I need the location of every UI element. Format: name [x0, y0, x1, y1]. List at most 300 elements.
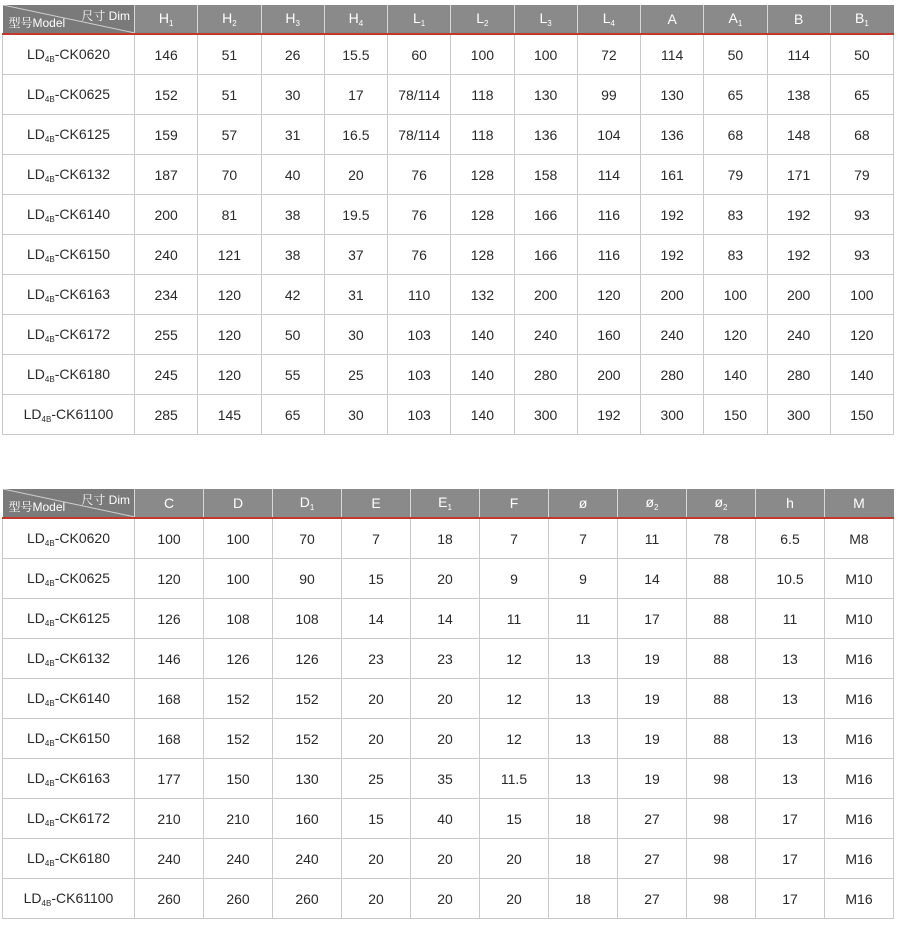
column-header-symbol: E [371, 495, 381, 511]
value-cell: 100 [204, 559, 273, 599]
value-cell: 30 [324, 395, 387, 435]
model-label: 型号Model [8, 16, 66, 30]
value-cell: 140 [830, 355, 893, 395]
table-row [3, 235, 894, 275]
column-header-symbol: D [299, 494, 310, 510]
value-cell: 37 [324, 235, 387, 275]
value-cell: 240 [135, 235, 198, 275]
value-cell: 60 [388, 34, 451, 75]
value-cell: 110 [388, 275, 451, 315]
value-cell: 25 [324, 355, 387, 395]
model-name-cell [3, 879, 135, 919]
value-cell: 15 [342, 559, 411, 599]
value-cell: 120 [577, 275, 640, 315]
value-cell: 38 [261, 195, 324, 235]
model-prefix: LD [27, 689, 45, 706]
table-row [3, 759, 894, 799]
column-header-subscript: 3 [547, 19, 552, 28]
value-cell: 27 [618, 879, 687, 919]
value-cell: 300 [767, 395, 830, 435]
model-name-cell [3, 355, 135, 395]
dimension-label: 尺寸 Dim [81, 493, 130, 507]
value-cell: 280 [767, 355, 830, 395]
value-cell: M10 [825, 599, 894, 639]
value-cell: 10.5 [756, 559, 825, 599]
column-header [704, 5, 767, 34]
value-cell: 150 [704, 395, 767, 435]
table-row [3, 195, 894, 235]
value-cell: 50 [704, 34, 767, 75]
model-subscript: 4B [44, 134, 55, 144]
model-name-cell [3, 679, 135, 719]
value-cell: 280 [641, 355, 704, 395]
model-name-cell [3, 155, 135, 195]
value-cell: 15 [480, 799, 549, 839]
column-header-subscript: 1 [864, 19, 869, 28]
model-suffix: -CK61100 [51, 889, 114, 906]
model-prefix: LD [27, 849, 45, 866]
value-cell: 192 [767, 235, 830, 275]
model-suffix: -CK6163 [54, 769, 110, 786]
column-header-symbol: C [163, 495, 175, 511]
model-prefix: LD [27, 85, 45, 102]
column-header-symbol: L [539, 10, 548, 26]
column-header [451, 5, 514, 34]
value-cell: 159 [135, 115, 198, 155]
model-suffix: -CK0620 [54, 529, 110, 546]
value-cell: 76 [388, 235, 451, 275]
column-header-subscript: 1 [447, 503, 452, 512]
value-cell: 20 [342, 679, 411, 719]
value-cell: 20 [480, 879, 549, 919]
value-cell: 14 [411, 599, 480, 639]
column-header-symbol: h [786, 495, 794, 511]
value-cell: 17 [324, 75, 387, 115]
value-cell: 19 [618, 719, 687, 759]
value-cell: 100 [704, 275, 767, 315]
model-subscript: 4B [44, 254, 55, 264]
value-cell: 13 [756, 679, 825, 719]
dimension-table-1 [2, 5, 894, 435]
value-cell: 13 [549, 639, 618, 679]
model-prefix: LD [27, 649, 45, 666]
model-suffix: -CK0625 [54, 569, 110, 586]
model-name-cell [3, 315, 135, 355]
value-cell: 103 [388, 315, 451, 355]
column-header-subscript: 1 [737, 19, 743, 28]
value-cell: 19 [618, 679, 687, 719]
value-cell: 98 [687, 799, 756, 839]
column-header [514, 5, 577, 34]
value-cell: M10 [825, 559, 894, 599]
model-suffix: -CK61100 [51, 405, 114, 422]
value-cell: 20 [411, 839, 480, 879]
column-header [342, 489, 411, 518]
value-cell: M16 [825, 759, 894, 799]
column-header-symbol: ø [714, 494, 724, 510]
column-header-symbol: L [413, 10, 421, 26]
value-cell: 168 [135, 679, 204, 719]
value-cell: 126 [273, 639, 342, 679]
column-header [641, 5, 704, 34]
value-cell: 245 [135, 355, 198, 395]
model-suffix: -CK6132 [54, 165, 110, 182]
model-suffix: -CK6150 [54, 729, 110, 746]
model-subscript: 4B [41, 414, 52, 424]
model-name-cell [3, 395, 135, 435]
value-cell: 118 [451, 115, 514, 155]
column-header [388, 5, 451, 34]
model-name-cell [3, 195, 135, 235]
value-cell: 136 [514, 115, 577, 155]
value-cell: 100 [451, 34, 514, 75]
model-subscript: 4B [44, 174, 55, 184]
value-cell: 140 [451, 315, 514, 355]
dimension-table-2 [2, 489, 894, 919]
model-suffix: -CK6150 [54, 245, 110, 262]
value-cell: 140 [451, 355, 514, 395]
value-cell: M16 [825, 639, 894, 679]
value-cell: 11.5 [480, 759, 549, 799]
column-header-symbol: H [285, 10, 296, 26]
value-cell: 15 [342, 799, 411, 839]
value-cell: 166 [514, 195, 577, 235]
value-cell: 88 [687, 599, 756, 639]
value-cell: 210 [204, 799, 273, 839]
column-header [135, 489, 204, 518]
table-row [3, 315, 894, 355]
corner-header-cell [3, 5, 135, 34]
value-cell: 240 [273, 839, 342, 879]
value-cell: 140 [451, 395, 514, 435]
value-cell: 120 [198, 275, 261, 315]
value-cell: 31 [324, 275, 387, 315]
value-cell: 108 [273, 599, 342, 639]
value-cell: 17 [756, 839, 825, 879]
model-prefix: LD [27, 285, 45, 302]
value-cell: 120 [135, 559, 204, 599]
model-name-cell [3, 275, 135, 315]
model-suffix: -CK6172 [54, 809, 110, 826]
value-cell: 114 [577, 155, 640, 195]
column-header-subscript: 4 [358, 19, 364, 28]
model-suffix: -CK6180 [54, 365, 110, 382]
model-prefix: LD [27, 245, 45, 262]
corner-header-cell [3, 489, 135, 518]
value-cell: 70 [198, 155, 261, 195]
value-cell: 104 [577, 115, 640, 155]
column-header-subscript: 1 [309, 503, 315, 512]
model-subscript: 4B [44, 214, 55, 224]
value-cell: 126 [204, 639, 273, 679]
value-cell: 13 [549, 679, 618, 719]
value-cell: 20 [411, 679, 480, 719]
table-row [3, 679, 894, 719]
value-cell: 200 [577, 355, 640, 395]
value-cell: 51 [198, 34, 261, 75]
value-cell: 19 [618, 639, 687, 679]
value-cell: 20 [324, 155, 387, 195]
value-cell: 98 [687, 879, 756, 919]
model-subscript: 4B [44, 818, 55, 828]
column-header-subscript: 2 [232, 19, 237, 28]
value-cell: 7 [342, 518, 411, 559]
table-row [3, 75, 894, 115]
model-subscript: 4B [44, 54, 55, 64]
column-header [135, 5, 198, 34]
value-cell: 65 [830, 75, 893, 115]
column-header-symbol: A [728, 10, 738, 26]
table-row [3, 599, 894, 639]
value-cell: 27 [618, 839, 687, 879]
value-cell: M8 [825, 518, 894, 559]
value-cell: 120 [830, 315, 893, 355]
value-cell: 68 [830, 115, 893, 155]
value-cell: 65 [261, 395, 324, 435]
column-header-symbol: ø [645, 494, 655, 510]
value-cell: 168 [135, 719, 204, 759]
model-suffix: -CK6163 [54, 285, 110, 302]
value-cell: 240 [514, 315, 577, 355]
table-row [3, 879, 894, 919]
value-cell: 240 [767, 315, 830, 355]
column-header [324, 5, 387, 34]
value-cell: 88 [687, 679, 756, 719]
model-subscript: 4B [44, 698, 55, 708]
value-cell: 99 [577, 75, 640, 115]
value-cell: M16 [825, 799, 894, 839]
value-cell: 100 [514, 34, 577, 75]
value-cell: 13 [756, 719, 825, 759]
value-cell: 40 [411, 799, 480, 839]
value-cell: 200 [135, 195, 198, 235]
value-cell: 240 [641, 315, 704, 355]
column-header [618, 489, 687, 518]
value-cell: 136 [641, 115, 704, 155]
model-name-cell [3, 759, 135, 799]
value-cell: 9 [549, 559, 618, 599]
value-cell: 116 [577, 195, 640, 235]
model-prefix: LD [27, 609, 45, 626]
value-cell: 12 [480, 679, 549, 719]
value-cell: 93 [830, 235, 893, 275]
model-name-cell [3, 34, 135, 75]
value-cell: 132 [451, 275, 514, 315]
value-cell: 20 [411, 879, 480, 919]
value-cell: 166 [514, 235, 577, 275]
value-cell: 158 [514, 155, 577, 195]
value-cell: 160 [273, 799, 342, 839]
column-header [756, 489, 825, 518]
value-cell: 13 [756, 639, 825, 679]
model-suffix: -CK6140 [54, 205, 110, 222]
column-header-symbol: H [158, 10, 169, 26]
model-prefix: LD [27, 569, 45, 586]
value-cell: 285 [135, 395, 198, 435]
value-cell: 19 [618, 759, 687, 799]
column-header [480, 489, 549, 518]
model-prefix: LD [27, 205, 45, 222]
value-cell: 20 [342, 839, 411, 879]
model-name-cell [3, 518, 135, 559]
value-cell: 145 [198, 395, 261, 435]
value-cell: 50 [830, 34, 893, 75]
model-name-cell [3, 839, 135, 879]
model-subscript: 4B [44, 658, 55, 668]
value-cell: 161 [641, 155, 704, 195]
value-cell: 42 [261, 275, 324, 315]
value-cell: 16.5 [324, 115, 387, 155]
value-cell: 130 [514, 75, 577, 115]
value-cell: M16 [825, 679, 894, 719]
model-name-cell [3, 639, 135, 679]
value-cell: 192 [577, 395, 640, 435]
model-suffix: -CK6125 [54, 609, 110, 626]
value-cell: 79 [704, 155, 767, 195]
value-cell: 160 [577, 315, 640, 355]
model-subscript: 4B [44, 538, 55, 548]
value-cell: 12 [480, 719, 549, 759]
value-cell: 17 [756, 799, 825, 839]
value-cell: 65 [704, 75, 767, 115]
value-cell: 30 [261, 75, 324, 115]
value-cell: 83 [704, 235, 767, 275]
model-name-cell [3, 235, 135, 275]
value-cell: 200 [514, 275, 577, 315]
value-cell: 138 [767, 75, 830, 115]
value-cell: 55 [261, 355, 324, 395]
value-cell: 9 [480, 559, 549, 599]
column-header-subscript: 1 [168, 19, 174, 28]
value-cell: 93 [830, 195, 893, 235]
value-cell: 171 [767, 155, 830, 195]
value-cell: 152 [204, 679, 273, 719]
value-cell: 148 [767, 115, 830, 155]
table-row [3, 518, 894, 559]
table-row [3, 395, 894, 435]
model-prefix: LD [27, 165, 45, 182]
column-header-symbol: M [853, 495, 865, 511]
model-label: 型号Model [8, 500, 66, 514]
value-cell: M16 [825, 839, 894, 879]
value-cell: 240 [204, 839, 273, 879]
value-cell: 108 [204, 599, 273, 639]
table-row [3, 115, 894, 155]
value-cell: 18 [549, 799, 618, 839]
model-prefix: LD [27, 365, 45, 382]
column-header [825, 489, 894, 518]
value-cell: 234 [135, 275, 198, 315]
value-cell: 128 [451, 155, 514, 195]
value-cell: 150 [204, 759, 273, 799]
column-header-subscript: 4 [610, 19, 615, 28]
value-cell: 18 [549, 879, 618, 919]
column-header [411, 489, 480, 518]
value-cell: 128 [451, 235, 514, 275]
value-cell: 177 [135, 759, 204, 799]
model-subscript: 4B [44, 858, 55, 868]
model-prefix: LD [27, 809, 45, 826]
column-header-symbol: L [602, 10, 611, 26]
value-cell: 98 [687, 839, 756, 879]
value-cell: 27 [618, 799, 687, 839]
table-row [3, 799, 894, 839]
value-cell: 11 [756, 599, 825, 639]
model-name-cell [3, 599, 135, 639]
column-header [577, 5, 640, 34]
value-cell: 126 [135, 599, 204, 639]
value-cell: 38 [261, 235, 324, 275]
model-suffix: -CK6172 [54, 325, 110, 342]
value-cell: 6.5 [756, 518, 825, 559]
value-cell: 90 [273, 559, 342, 599]
value-cell: 14 [618, 559, 687, 599]
value-cell: 20 [411, 719, 480, 759]
value-cell: 255 [135, 315, 198, 355]
column-header-subscript: 2 [654, 503, 659, 512]
model-prefix: LD [27, 729, 45, 746]
model-name-cell [3, 115, 135, 155]
column-header [273, 489, 342, 518]
value-cell: M16 [825, 719, 894, 759]
value-cell: 152 [273, 679, 342, 719]
value-cell: 20 [411, 559, 480, 599]
column-header-symbol: H [348, 10, 359, 26]
value-cell: 30 [324, 315, 387, 355]
value-cell: 13 [756, 759, 825, 799]
value-cell: 130 [273, 759, 342, 799]
value-cell: 103 [388, 395, 451, 435]
table-row [3, 34, 894, 75]
model-subscript: 4B [44, 334, 55, 344]
column-header-symbol: A [667, 11, 677, 27]
model-prefix: LD [23, 889, 42, 906]
value-cell: 57 [198, 115, 261, 155]
table-row [3, 275, 894, 315]
value-cell: 300 [514, 395, 577, 435]
value-cell: 78/114 [388, 75, 451, 115]
value-cell: 20 [342, 879, 411, 919]
value-cell: 128 [451, 195, 514, 235]
value-cell: 192 [641, 235, 704, 275]
value-cell: 192 [641, 195, 704, 235]
value-cell: 72 [577, 34, 640, 75]
model-suffix: -CK0620 [54, 45, 110, 62]
model-prefix: LD [27, 529, 45, 546]
column-header-symbol: F [509, 495, 519, 511]
value-cell: 260 [273, 879, 342, 919]
model-suffix: -CK0625 [54, 85, 110, 102]
value-cell: 13 [549, 759, 618, 799]
value-cell: 19.5 [324, 195, 387, 235]
model-prefix: LD [27, 325, 45, 342]
model-subscript: 4B [44, 374, 55, 384]
value-cell: 187 [135, 155, 198, 195]
model-name-cell [3, 75, 135, 115]
model-subscript: 4B [44, 94, 55, 104]
value-cell: 20 [480, 839, 549, 879]
value-cell: 200 [767, 275, 830, 315]
value-cell: 140 [704, 355, 767, 395]
column-header [549, 489, 618, 518]
column-header [767, 5, 830, 34]
column-header-symbol: L [476, 10, 485, 26]
value-cell: 17 [756, 879, 825, 919]
value-cell: 88 [687, 719, 756, 759]
column-header [830, 5, 893, 34]
column-header-symbol: B [793, 11, 804, 27]
value-cell: 121 [198, 235, 261, 275]
